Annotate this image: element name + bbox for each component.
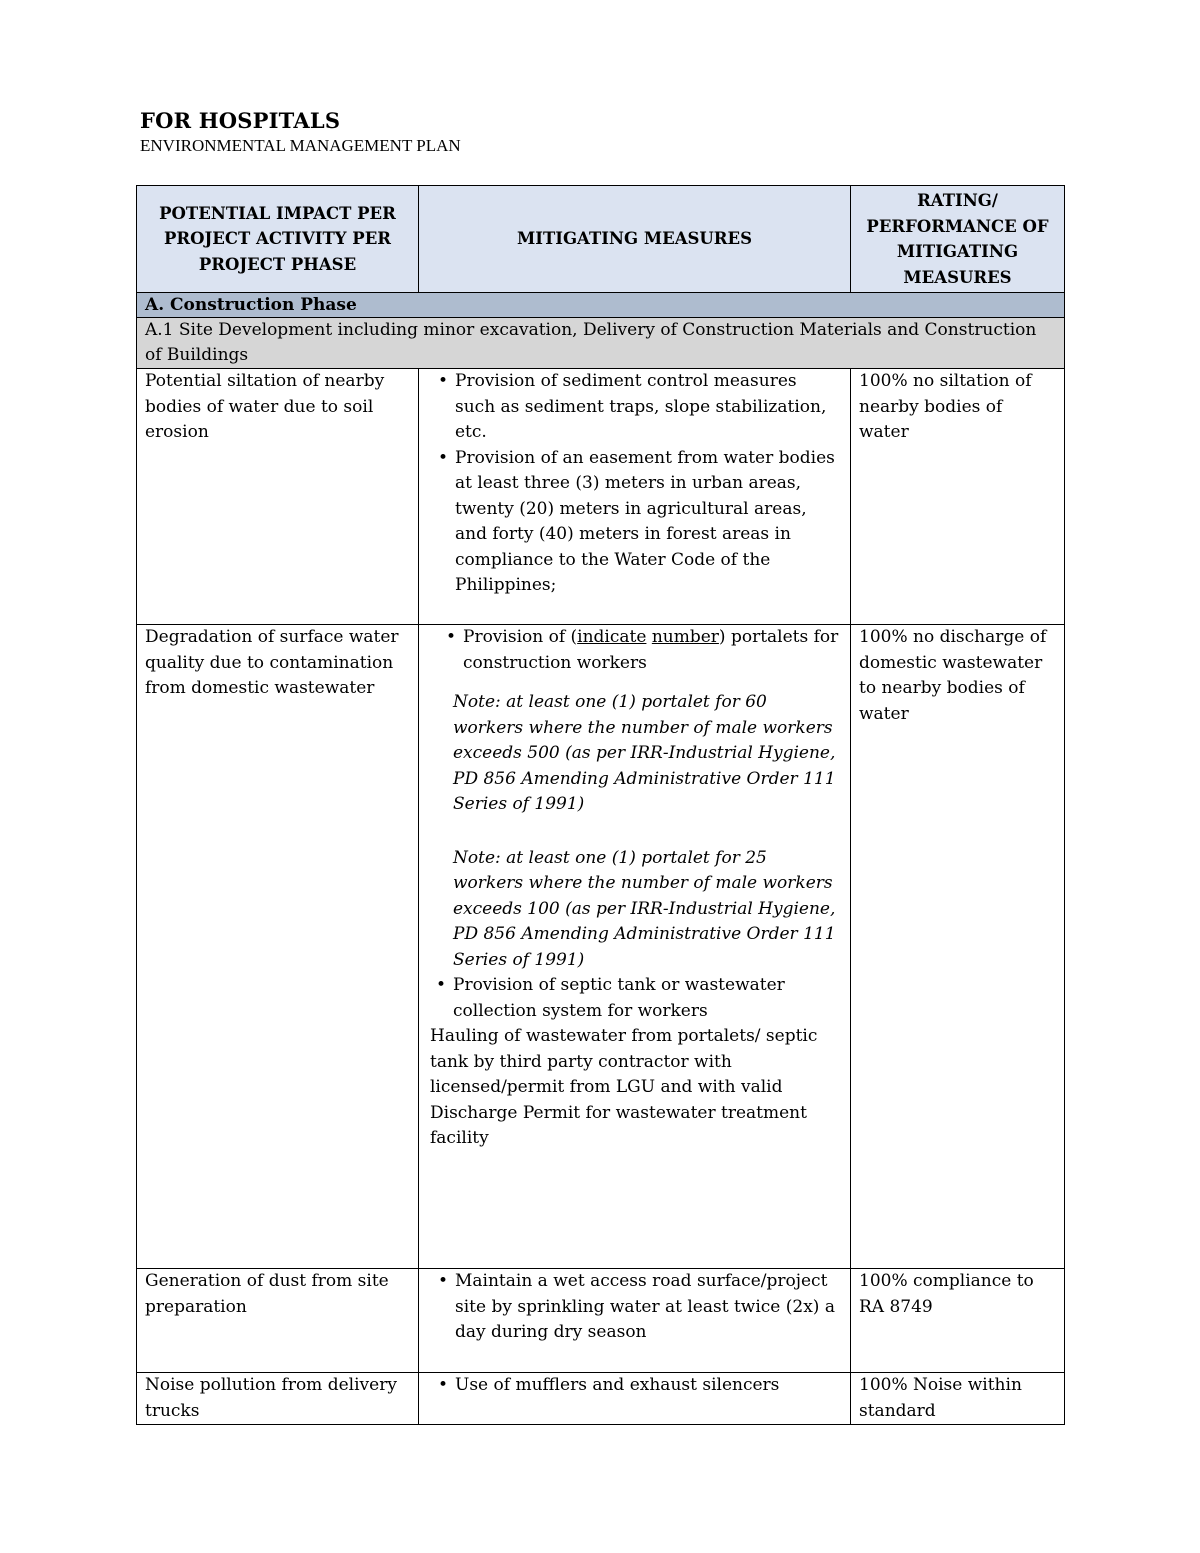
table-row: [137, 369, 1065, 625]
rating-cell: 100% no siltation of nearby bodies of water: [851, 369, 1065, 625]
list-item: • Provision of an easement from water bodies at least three (3) meters in urban areas, twenty (20) meters in agricultural areas, and forty (40) meters in forest areas in compliance to the Water Code of the Philippines;: [455, 446, 842, 599]
measures-cell: [419, 625, 851, 1269]
header-mitigating-measures: MITIGATING MEASURES: [419, 186, 851, 293]
measures-list: [427, 369, 842, 599]
impact-cell: Generation of dust from site preparation: [137, 1269, 419, 1373]
impact-cell: Potential siltation of nearby bodies of water due to soil erosion: [137, 369, 419, 625]
header-potential-impact: POTENTIAL IMPACT PER PROJECT ACTIVITY PER PROJECT PHASE: [137, 186, 419, 293]
measures-list: [427, 973, 842, 1024]
measures-cell: [419, 369, 851, 625]
measures-list: [427, 1373, 842, 1399]
list-item: • Provision of (indicate number) portalets for construction workers: [463, 625, 842, 676]
hauling-text: Hauling of wastewater from portalets/ septic tank by third party contractor with licensed/permit from LGU and with valid Discharge Permit for wastewater treatment facility: [430, 1026, 818, 1148]
table-row: [137, 625, 1065, 1269]
phase-row: [137, 293, 1065, 318]
table-row: [137, 1269, 1065, 1373]
list-item: • Provision of septic tank or wastewater collection system for workers: [453, 973, 842, 1024]
impact-cell: Noise pollution from delivery trucks: [137, 1373, 419, 1425]
measures-cell: [419, 1269, 851, 1373]
list-item: • Use of mufflers and exhaust silencers: [455, 1373, 842, 1399]
placeholder-indicate: indicate: [577, 627, 647, 647]
table-header-row: [137, 186, 1065, 293]
measures-list: [427, 1269, 842, 1346]
rating-cell: 100% no discharge of domestic wastewater to nearby bodies of water: [851, 625, 1065, 1269]
measures-cell: [419, 1373, 851, 1425]
phase-label: A. Construction Phase: [137, 293, 1065, 318]
page-header: [140, 108, 461, 158]
note-text: Note: at least one (1) portalet for 60 workers where the number of male workers exceeds 500 (as per IRR-Industrial Hygiene, PD 856 Amending Administrative Order 111 Series of 1991): [453, 692, 836, 814]
document-subtitle: ENVIRONMENTAL MANAGEMENT PLAN: [140, 136, 461, 155]
table-row: [137, 1373, 1065, 1425]
measures-list: [427, 625, 842, 676]
rating-cell: 100% Noise within standard: [851, 1373, 1065, 1425]
list-item: • Provision of sediment control measures such as sediment traps, slope stabilization, etc.: [455, 369, 842, 446]
impact-cell: Degradation of surface water quality due to contamination from domestic wastewater: [137, 625, 419, 1269]
list-item: • Maintain a wet access road surface/project site by sprinkling water at least twice (2x) a day during dry season: [455, 1269, 842, 1346]
environmental-management-plan-table: [136, 185, 1065, 1425]
document-title: FOR HOSPITALS: [140, 108, 341, 133]
subphase-row: [137, 318, 1065, 369]
header-rating-performance: RATING/ PERFORMANCE OF MITIGATING MEASURES: [851, 186, 1065, 293]
rating-cell: 100% compliance to RA 8749: [851, 1269, 1065, 1373]
note-text: Note: at least one (1) portalet for 25 workers where the number of male workers exceeds 100 (as per IRR-Industrial Hygiene, PD 856 Amending Administrative Order 111 Series of 1991): [453, 847, 836, 970]
subphase-label: A.1 Site Development including minor excavation, Delivery of Construction Materials and Construction of Buildings: [137, 318, 1065, 369]
placeholder-number: number: [651, 627, 719, 647]
